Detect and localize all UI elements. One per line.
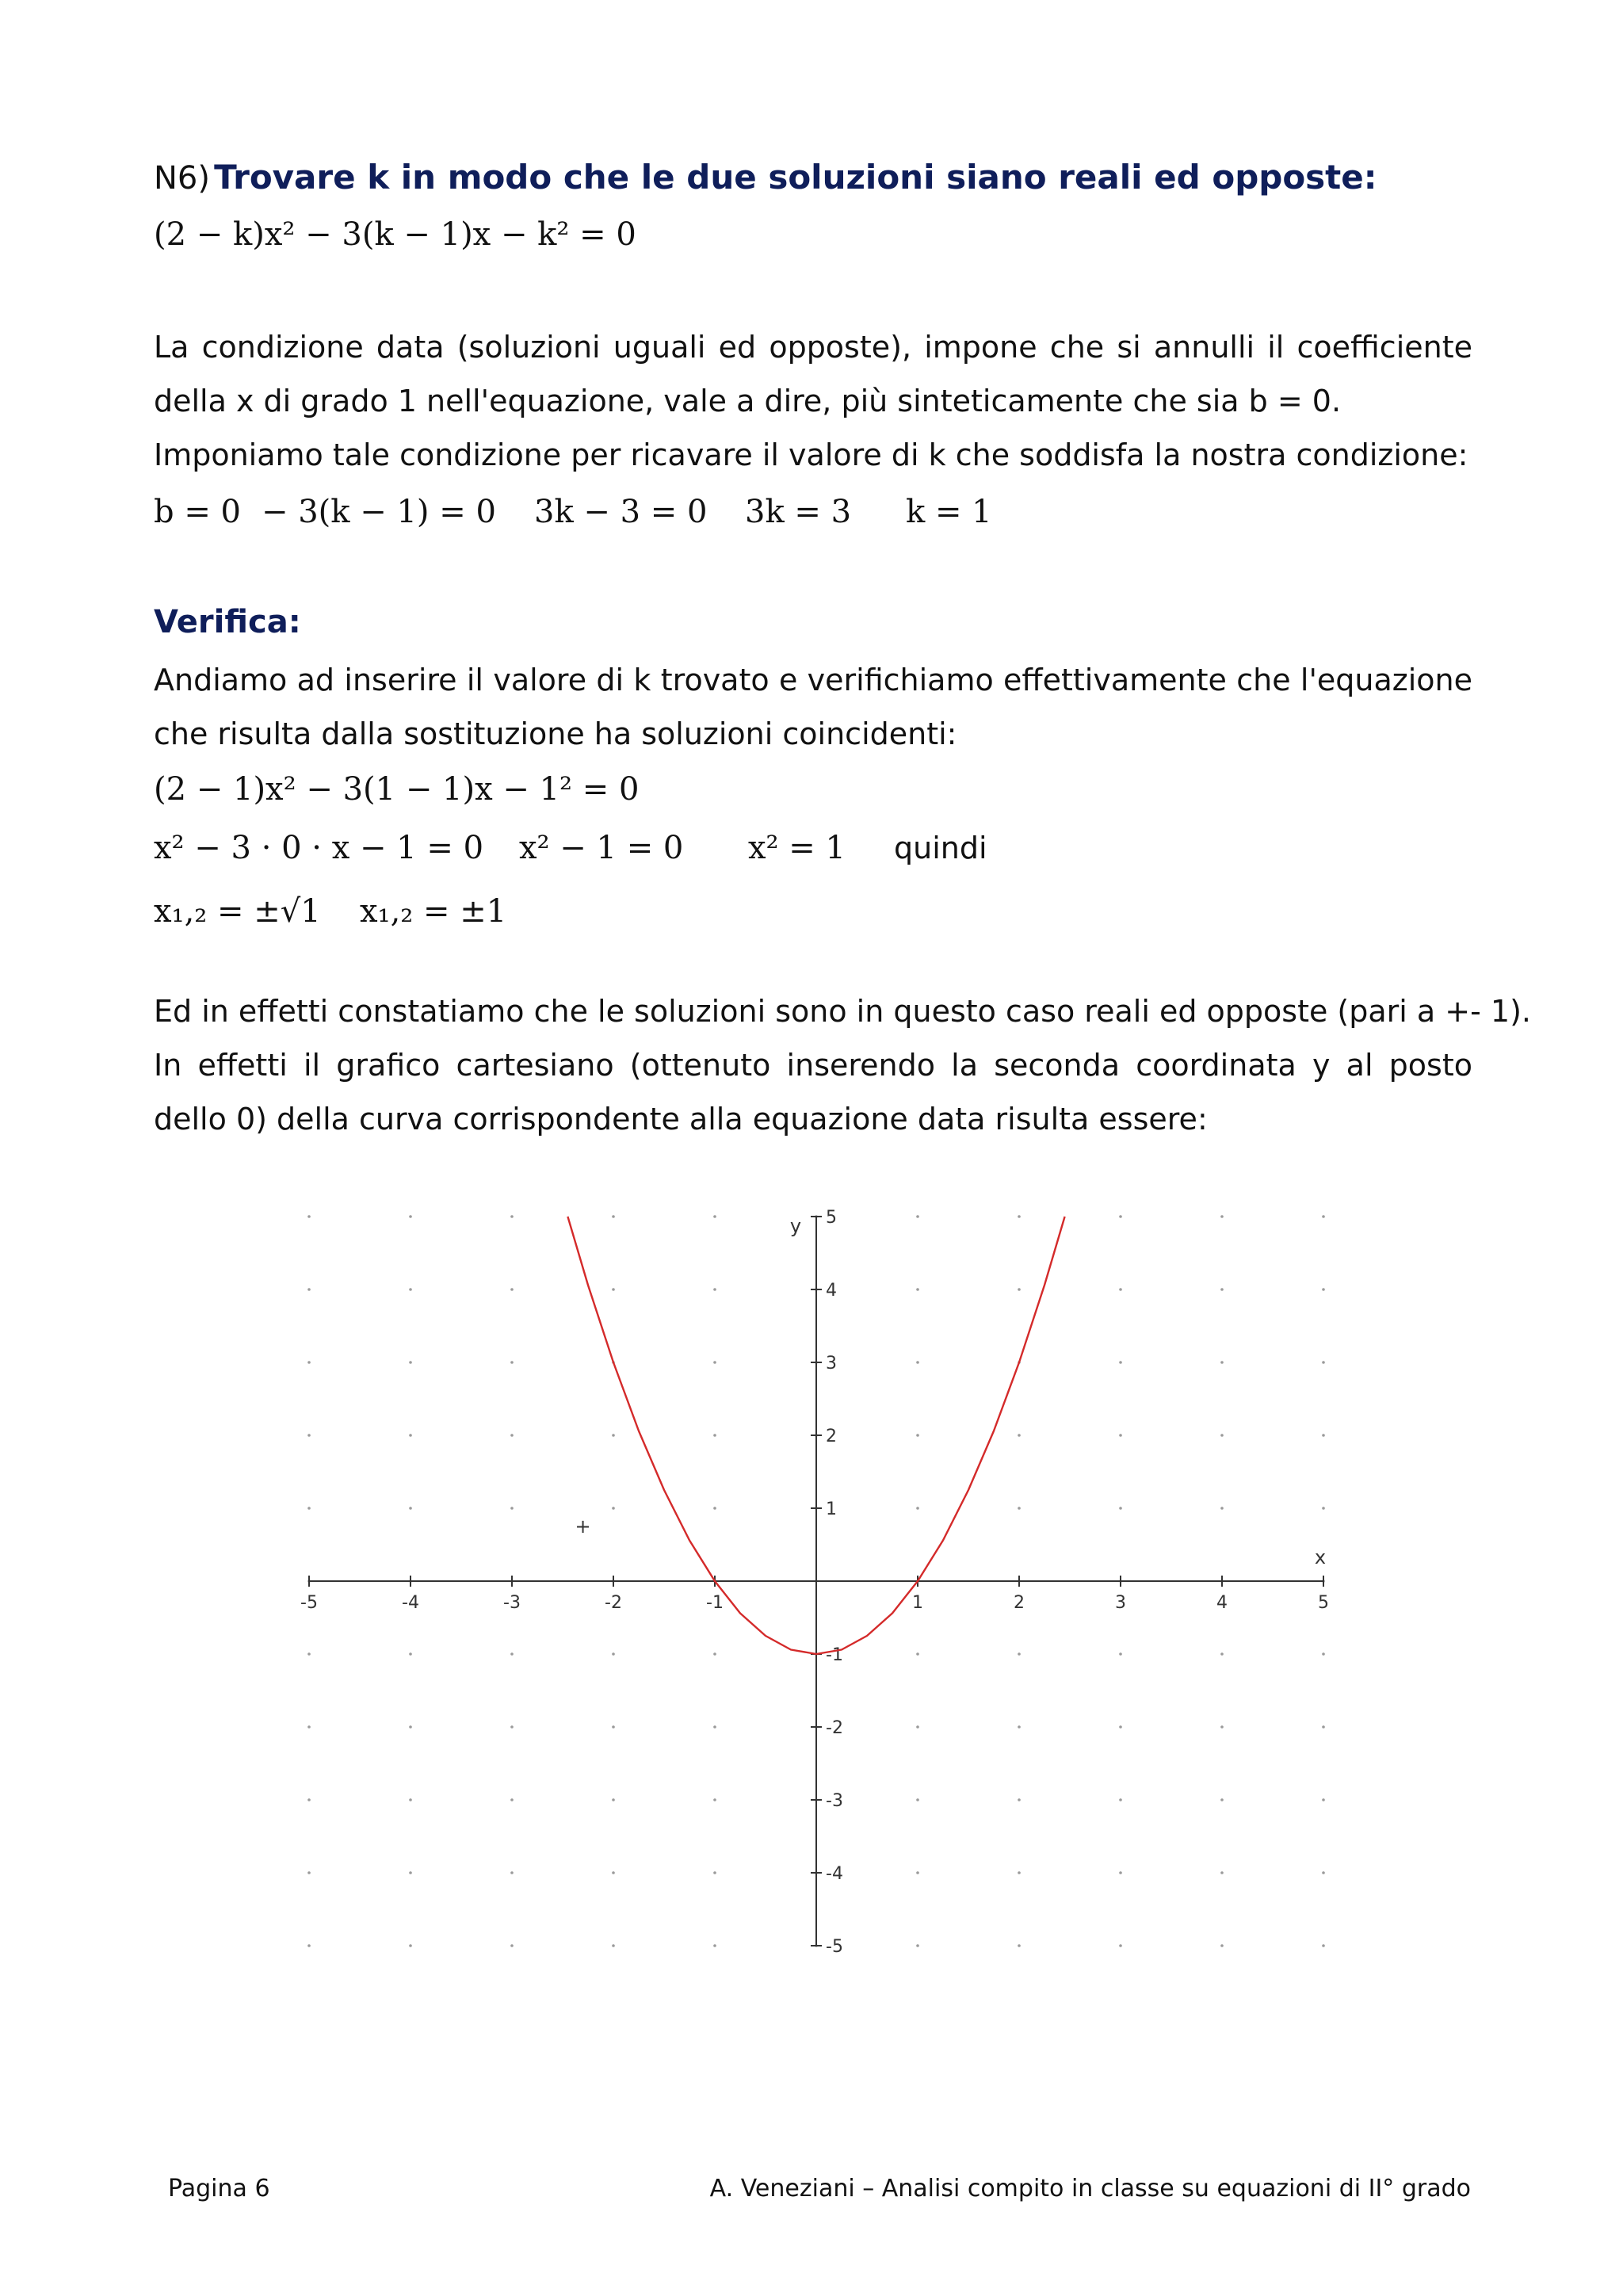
grid-dot bbox=[1119, 1944, 1122, 1947]
grid-dot bbox=[713, 1725, 716, 1729]
conclusion-text: Ed in effetti constatiamo che le soluzioni sono in questo caso reali ed opposte (pari a +- 1). bbox=[154, 994, 1531, 1029]
verifica-roots-values: x₁,₂ = ±1 bbox=[360, 893, 507, 930]
grid-dot bbox=[409, 1871, 412, 1874]
grid-dot bbox=[510, 1944, 514, 1947]
explanation-paragraph: La condizione data (soluzioni uguali ed opposte), impone che si annulli il coefficiente della x di grado 1 nell'equazione, vale a dire, più sinteticamente che sia b = 0. bbox=[154, 330, 1472, 418]
grid-dot bbox=[612, 1215, 615, 1218]
x-tick-label: 5 bbox=[1318, 1593, 1329, 1613]
x-tick-label: -3 bbox=[503, 1593, 521, 1613]
step-simplified: 3k = 3 bbox=[745, 494, 852, 530]
grid-dot bbox=[916, 1652, 919, 1656]
grid-dot bbox=[713, 1652, 716, 1656]
step-linear: 3k − 3 = 0 bbox=[534, 494, 708, 530]
grid-dot bbox=[1220, 1434, 1224, 1437]
grid-dot bbox=[1322, 1652, 1325, 1656]
grid-dot bbox=[307, 1871, 311, 1874]
step-b-zero: b = 0 bbox=[154, 494, 241, 530]
grid-dot bbox=[713, 1434, 716, 1437]
grid-dot bbox=[409, 1215, 412, 1218]
grid-dot bbox=[409, 1944, 412, 1947]
y-tick-label: -2 bbox=[826, 1718, 843, 1738]
grid-dot bbox=[1220, 1507, 1224, 1510]
grid-dot bbox=[612, 1871, 615, 1874]
grid-dot bbox=[1322, 1871, 1325, 1874]
grid-dot bbox=[916, 1361, 919, 1364]
grid-dot bbox=[307, 1434, 311, 1437]
y-tick-label: -3 bbox=[826, 1791, 843, 1811]
grid-dot bbox=[1220, 1798, 1224, 1801]
verifica-heading: Verifica: bbox=[154, 604, 301, 640]
grid-dot bbox=[612, 1798, 615, 1801]
x-tick-label: -4 bbox=[402, 1593, 419, 1613]
y-tick-label: -1 bbox=[826, 1645, 843, 1665]
grid-dot bbox=[612, 1507, 615, 1510]
verifica-paragraph: Andiamo ad inserire il valore di k trovato e verifichiamo effettivamente che l'equazione che risulta dalla sostituzione ha soluzioni coincidenti: bbox=[154, 663, 1472, 751]
grid-dot bbox=[1018, 1944, 1021, 1947]
verifica-equation-2a: x² − 3 · 0 · x − 1 = 0 bbox=[154, 830, 484, 866]
y-tick-label: -4 bbox=[826, 1864, 843, 1884]
grid-dot bbox=[1322, 1507, 1325, 1510]
grid-dot bbox=[612, 1944, 615, 1947]
y-tick-label: 5 bbox=[826, 1208, 837, 1228]
grid-dot bbox=[1018, 1288, 1021, 1291]
footer-credit: A. Veneziani – Analisi compito in classe su equazioni di II° grado bbox=[709, 2175, 1471, 2202]
grid-dot bbox=[1220, 1652, 1224, 1656]
grid-dot bbox=[1119, 1361, 1122, 1364]
grid-dot bbox=[1018, 1652, 1021, 1656]
y-tick-label: 3 bbox=[826, 1354, 837, 1373]
grid-dot bbox=[1018, 1434, 1021, 1437]
grid-dot bbox=[409, 1434, 412, 1437]
grid-dot bbox=[713, 1798, 716, 1801]
problem-heading bbox=[154, 155, 1377, 207]
grid-dot bbox=[1322, 1798, 1325, 1801]
grid-dot bbox=[307, 1361, 311, 1364]
grid-dot bbox=[1119, 1288, 1122, 1291]
grid-dot bbox=[916, 1288, 919, 1291]
grid-dot bbox=[916, 1944, 919, 1947]
verifica-roots-sqrt: x₁,₂ = ±√1 bbox=[154, 893, 321, 930]
grid-dot bbox=[307, 1652, 311, 1656]
x-tick-label: -5 bbox=[300, 1593, 318, 1613]
grid-dot bbox=[510, 1288, 514, 1291]
grid-dot bbox=[510, 1215, 514, 1218]
grid-dot bbox=[510, 1652, 514, 1656]
y-axis-label: y bbox=[789, 1215, 802, 1237]
step-k-value: k = 1 bbox=[906, 494, 992, 530]
grid-dot bbox=[510, 1798, 514, 1801]
grid-dot bbox=[1018, 1507, 1021, 1510]
x-tick-label: 2 bbox=[1014, 1593, 1025, 1613]
grid-dot bbox=[916, 1434, 919, 1437]
grid-dot bbox=[1119, 1215, 1122, 1218]
explanation-condition-text: Imponiamo tale condizione per ricavare il valore di k che soddisfa la nostra condizione: bbox=[154, 437, 1468, 472]
grid-dot bbox=[1018, 1215, 1021, 1218]
grid-dot bbox=[1018, 1725, 1021, 1729]
grid-dot bbox=[307, 1507, 311, 1510]
x-tick-label: 3 bbox=[1115, 1593, 1126, 1613]
plus-marker: + bbox=[575, 1515, 591, 1538]
grid-dot bbox=[713, 1944, 716, 1947]
grid-dot bbox=[1119, 1434, 1122, 1437]
grid-dot bbox=[1322, 1361, 1325, 1364]
x-axis-label: x bbox=[1314, 1546, 1327, 1568]
grid-dot bbox=[1119, 1798, 1122, 1801]
grid-dot bbox=[307, 1944, 311, 1947]
graph-intro-text: In effetti il grafico cartesiano (ottenuto inserendo la seconda coordinata y al posto dello 0) della curva corrispondente alla equazione data risulta essere: bbox=[154, 1048, 1472, 1137]
grid-dot bbox=[713, 1507, 716, 1510]
grid-dot bbox=[1322, 1725, 1325, 1729]
verifica-equation-1: (2 − 1)x² − 3(1 − 1)x − 1² = 0 bbox=[154, 771, 640, 808]
footer-page-number: Pagina 6 bbox=[168, 2175, 270, 2202]
grid-dot bbox=[1322, 1434, 1325, 1437]
grid-dot bbox=[409, 1361, 412, 1364]
grid-dot bbox=[1220, 1944, 1224, 1947]
grid-dot bbox=[510, 1725, 514, 1729]
grid-dot bbox=[1220, 1725, 1224, 1729]
grid-dot bbox=[612, 1652, 615, 1656]
verifica-quindi: quindi bbox=[894, 831, 987, 865]
grid-dot bbox=[1018, 1798, 1021, 1801]
grid-dot bbox=[510, 1871, 514, 1874]
problem-label: N6) bbox=[154, 160, 210, 197]
grid-dot bbox=[307, 1798, 311, 1801]
verifica-equation-2c: x² = 1 bbox=[748, 830, 846, 866]
grid-dot bbox=[916, 1507, 919, 1510]
grid-dot bbox=[409, 1652, 412, 1656]
verifica-equation-2b: x² − 1 = 0 bbox=[519, 830, 684, 866]
grid-dot bbox=[409, 1507, 412, 1510]
grid-dot bbox=[612, 1434, 615, 1437]
grid-dot bbox=[1220, 1215, 1224, 1218]
grid-dot bbox=[409, 1725, 412, 1729]
x-tick-label: -2 bbox=[605, 1593, 622, 1613]
x-tick-label: 4 bbox=[1216, 1593, 1228, 1613]
grid-dot bbox=[1220, 1871, 1224, 1874]
grid-dot bbox=[307, 1725, 311, 1729]
grid-dot bbox=[409, 1798, 412, 1801]
grid-dot bbox=[510, 1361, 514, 1364]
grid-dot bbox=[1220, 1288, 1224, 1291]
grid-dot bbox=[1322, 1288, 1325, 1291]
grid-dot bbox=[307, 1215, 311, 1218]
x-tick-label: 1 bbox=[912, 1593, 923, 1613]
grid-dot bbox=[510, 1507, 514, 1510]
grid-dot bbox=[1018, 1871, 1021, 1874]
grid-dot bbox=[713, 1215, 716, 1218]
y-tick-label: 2 bbox=[826, 1427, 837, 1446]
grid-dot bbox=[916, 1215, 919, 1218]
grid-dot bbox=[1119, 1507, 1122, 1510]
grid-dot bbox=[409, 1288, 412, 1291]
grid-dot bbox=[916, 1798, 919, 1801]
x-tick-label: -1 bbox=[706, 1593, 724, 1613]
grid-dot bbox=[1119, 1871, 1122, 1874]
grid-dot bbox=[713, 1288, 716, 1291]
grid-dot bbox=[1322, 1215, 1325, 1218]
grid-dot bbox=[307, 1288, 311, 1291]
grid-dot bbox=[713, 1361, 716, 1364]
step-coefficient: − 3(k − 1) = 0 bbox=[262, 494, 496, 530]
grid-dot bbox=[1119, 1652, 1122, 1656]
y-tick-label: -5 bbox=[826, 1937, 843, 1957]
grid-dot bbox=[1119, 1725, 1122, 1729]
grid-dot bbox=[1220, 1361, 1224, 1364]
y-tick-label: 1 bbox=[826, 1499, 837, 1519]
grid-dot bbox=[713, 1871, 716, 1874]
grid-dot bbox=[916, 1871, 919, 1874]
problem-title: Trovare k in modo che le due soluzioni siano reali ed opposte: bbox=[214, 158, 1377, 197]
grid-dot bbox=[1322, 1944, 1325, 1947]
grid-dot bbox=[916, 1725, 919, 1729]
grid-dot bbox=[612, 1725, 615, 1729]
grid-dot bbox=[612, 1288, 615, 1291]
parabola-chart bbox=[285, 1189, 1347, 1966]
problem-equation: (2 − k)x² − 3(k − 1)x − k² = 0 bbox=[154, 216, 636, 253]
grid-dot bbox=[510, 1434, 514, 1437]
y-tick-label: 4 bbox=[826, 1281, 837, 1301]
